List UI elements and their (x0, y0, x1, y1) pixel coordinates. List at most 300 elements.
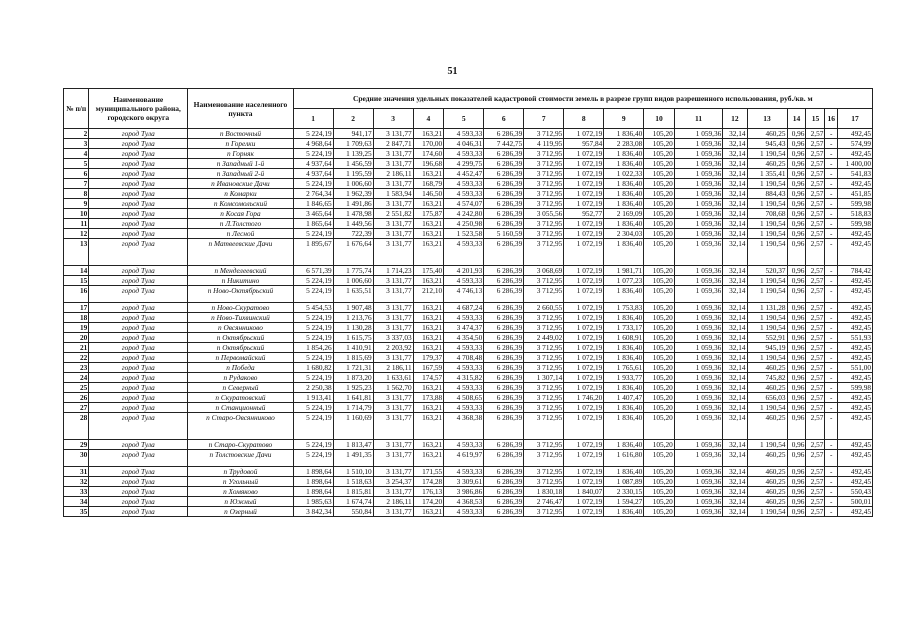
value-cell-group-11: 1 059,36 (674, 450, 722, 467)
value-cell-group-12: 32,14 (723, 189, 747, 199)
value-cell-group-5: 4 315,82 (444, 373, 484, 383)
value-cell-group-12: 32,14 (723, 413, 747, 440)
value-cell-group-15: 2,57 (806, 363, 825, 373)
value-cell-group-14: 0,96 (787, 239, 806, 266)
value-cell-group-1: 2 250,38 (293, 383, 333, 393)
district-cell: город Тула (89, 313, 188, 323)
value-cell-group-17: 492,45 (838, 149, 873, 159)
value-cell-group-16: - (825, 229, 838, 239)
value-cell-group-8: 1 072,19 (564, 286, 604, 303)
value-cell-group-16: - (825, 313, 838, 323)
settlement-cell: п Октябрьский (188, 343, 293, 353)
value-cell-group-7: 3 712,95 (524, 467, 564, 477)
table-row (64, 323, 873, 333)
value-cell-group-16: - (825, 286, 838, 303)
value-cell-group-10: 105,20 (644, 219, 675, 229)
value-cell-group-9: 1 981,71 (604, 266, 644, 276)
value-cell-group-13: 1 190,54 (747, 179, 787, 189)
value-cell-group-14: 0,96 (787, 219, 806, 229)
value-cell-group-14: 0,96 (787, 159, 806, 169)
value-cell-group-8: 1 072,19 (564, 239, 604, 266)
value-cell-group-9: 1 836,40 (604, 159, 644, 169)
value-cell-group-14: 0,96 (787, 169, 806, 179)
value-cell-group-9: 1 022,33 (604, 169, 644, 179)
header-settlement: Наименование населенного пункта (188, 89, 293, 129)
value-cell-group-11: 1 059,36 (674, 343, 722, 353)
value-cell-group-2: 1 006,60 (333, 276, 373, 286)
district-cell: город Тула (89, 286, 188, 303)
row-number: 11 (64, 219, 89, 229)
value-cell-group-5: 3 986,86 (444, 487, 484, 497)
value-cell-group-1: 5 224,19 (293, 276, 333, 286)
value-cell-group-4: 163,21 (413, 333, 444, 343)
value-cell-group-12: 32,14 (723, 477, 747, 487)
value-cell-group-2: 1 709,63 (333, 139, 373, 149)
district-cell: город Тула (89, 413, 188, 440)
table-row (64, 129, 873, 139)
value-cell-group-2: 1 907,48 (333, 303, 373, 313)
value-cell-group-1: 5 224,19 (293, 313, 333, 323)
value-cell-group-12: 32,14 (723, 497, 747, 507)
value-cell-group-4: 179,37 (413, 353, 444, 363)
value-cell-group-11: 1 059,36 (674, 179, 722, 189)
settlement-cell: п Первомайский (188, 353, 293, 363)
value-cell-group-15: 2,57 (806, 199, 825, 209)
header-group-13: 13 (747, 109, 787, 129)
value-cell-group-11: 1 059,36 (674, 373, 722, 383)
header-district: Наименование муниципального района, городского округа (89, 89, 188, 129)
row-number: 20 (64, 333, 89, 343)
value-cell-group-4: 146,50 (413, 189, 444, 199)
value-cell-group-2: 1 449,56 (333, 219, 373, 229)
value-cell-group-10: 105,20 (644, 467, 675, 477)
value-cell-group-8: 1 072,19 (564, 373, 604, 383)
value-cell-group-6: 6 286,39 (484, 333, 524, 343)
value-cell-group-17: 492,45 (838, 343, 873, 353)
table-row (64, 209, 873, 219)
value-cell-group-12: 32,14 (723, 139, 747, 149)
value-cell-group-6: 6 286,39 (484, 286, 524, 303)
value-cell-group-8: 1 072,19 (564, 440, 604, 450)
value-cell-group-14: 0,96 (787, 229, 806, 239)
district-cell: город Тула (89, 343, 188, 353)
value-cell-group-7: 3 712,95 (524, 199, 564, 209)
value-cell-group-14: 0,96 (787, 343, 806, 353)
settlement-cell: п Победа (188, 363, 293, 373)
value-cell-group-8: 1 072,19 (564, 129, 604, 139)
value-cell-group-6: 6 286,39 (484, 440, 524, 450)
value-cell-group-10: 105,20 (644, 229, 675, 239)
value-cell-group-15: 2,57 (806, 229, 825, 239)
value-cell-group-11: 1 059,36 (674, 393, 722, 403)
value-cell-group-6: 6 286,39 (484, 487, 524, 497)
value-cell-group-10: 105,20 (644, 373, 675, 383)
value-cell-group-14: 0,96 (787, 393, 806, 403)
district-cell: город Тула (89, 219, 188, 229)
value-cell-group-16: - (825, 209, 838, 219)
value-cell-group-1: 5 224,19 (293, 229, 333, 239)
value-cell-group-17: 1 400,00 (838, 159, 873, 169)
value-cell-group-12: 32,14 (723, 219, 747, 229)
value-cell-group-5: 4 593,33 (444, 149, 484, 159)
settlement-cell: п Станционный (188, 403, 293, 413)
value-cell-group-10: 105,20 (644, 440, 675, 450)
value-cell-group-15: 2,57 (806, 313, 825, 323)
value-cell-group-6: 6 286,39 (484, 169, 524, 179)
value-cell-group-4: 176,13 (413, 487, 444, 497)
row-number: 30 (64, 450, 89, 467)
value-cell-group-15: 2,57 (806, 487, 825, 497)
value-cell-group-2: 1 130,28 (333, 323, 373, 333)
value-cell-group-1: 4 937,64 (293, 169, 333, 179)
district-cell: город Тула (89, 353, 188, 363)
settlement-cell: п Толстовские Дачи (188, 450, 293, 467)
value-cell-group-16: - (825, 343, 838, 353)
value-cell-group-6: 5 160,59 (484, 229, 524, 239)
value-cell-group-2: 941,17 (333, 129, 373, 139)
value-cell-group-4: 175,40 (413, 266, 444, 276)
value-cell-group-1: 6 571,39 (293, 266, 333, 276)
value-cell-group-17: 492,45 (838, 440, 873, 450)
value-cell-group-13: 1 190,54 (747, 199, 787, 209)
value-cell-group-9: 1 616,80 (604, 450, 644, 467)
table-row (64, 199, 873, 209)
value-cell-group-12: 32,14 (723, 199, 747, 209)
value-cell-group-6: 6 286,39 (484, 413, 524, 440)
value-cell-group-10: 105,20 (644, 209, 675, 219)
value-cell-group-5: 1 523,58 (444, 229, 484, 239)
value-cell-group-16: - (825, 303, 838, 313)
value-cell-group-15: 2,57 (806, 286, 825, 303)
value-cell-group-3: 3 131,77 (373, 413, 413, 440)
value-cell-group-2: 550,84 (333, 507, 373, 517)
district-cell: город Тула (89, 383, 188, 393)
value-cell-group-5: 3 309,61 (444, 477, 484, 487)
value-cell-group-14: 0,96 (787, 149, 806, 159)
value-cell-group-9: 2 169,09 (604, 209, 644, 219)
value-cell-group-10: 105,20 (644, 303, 675, 313)
value-cell-group-17: 599,98 (838, 383, 873, 393)
value-cell-group-17: 518,83 (838, 209, 873, 219)
value-cell-group-6: 6 286,39 (484, 450, 524, 467)
value-cell-group-12: 32,14 (723, 373, 747, 383)
value-cell-group-1: 1 898,64 (293, 467, 333, 477)
value-cell-group-7: 4 119,95 (524, 139, 564, 149)
value-cell-group-1: 5 224,19 (293, 333, 333, 343)
value-cell-group-13: 460,25 (747, 413, 787, 440)
value-cell-group-3: 3 131,77 (373, 159, 413, 169)
value-cell-group-6: 6 286,39 (484, 159, 524, 169)
row-number: 7 (64, 179, 89, 189)
header-group-8: 8 (564, 109, 604, 129)
value-cell-group-6: 6 286,39 (484, 323, 524, 333)
value-cell-group-17: 500,01 (838, 497, 873, 507)
value-cell-group-8: 1 072,19 (564, 276, 604, 286)
value-cell-group-7: 3 712,95 (524, 219, 564, 229)
value-cell-group-13: 460,25 (747, 159, 787, 169)
value-cell-group-3: 3 131,77 (373, 286, 413, 303)
value-cell-group-16: - (825, 323, 838, 333)
value-cell-group-4: 163,21 (413, 413, 444, 440)
header-group-14: 14 (787, 109, 806, 129)
value-cell-group-14: 0,96 (787, 189, 806, 199)
value-cell-group-5: 4 452,47 (444, 169, 484, 179)
value-cell-group-9: 1 933,77 (604, 373, 644, 383)
value-cell-group-3: 3 131,77 (373, 507, 413, 517)
district-cell: город Тула (89, 179, 188, 189)
value-cell-group-11: 1 059,36 (674, 507, 722, 517)
value-cell-group-6: 6 286,39 (484, 343, 524, 353)
value-cell-group-7: 3 712,95 (524, 450, 564, 467)
value-cell-group-13: 708,68 (747, 209, 787, 219)
row-number: 31 (64, 467, 89, 477)
value-cell-group-8: 1 072,19 (564, 363, 604, 373)
row-number: 16 (64, 286, 89, 303)
value-cell-group-11: 1 059,36 (674, 169, 722, 179)
settlement-cell: п Ново-Октябрьский (188, 286, 293, 303)
value-cell-group-8: 1 072,19 (564, 467, 604, 477)
value-cell-group-13: 945,43 (747, 139, 787, 149)
value-cell-group-17: 492,45 (838, 353, 873, 363)
settlement-cell: п Озерный (188, 507, 293, 517)
value-cell-group-5: 4 593,33 (444, 179, 484, 189)
row-number: 34 (64, 497, 89, 507)
value-cell-group-3: 1 562,70 (373, 383, 413, 393)
district-cell: город Тула (89, 323, 188, 333)
value-cell-group-5: 4 299,75 (444, 159, 484, 169)
value-cell-group-17: 492,45 (838, 239, 873, 266)
value-cell-group-9: 1 836,40 (604, 413, 644, 440)
value-cell-group-5: 4 593,33 (444, 440, 484, 450)
value-cell-group-2: 1 006,60 (333, 179, 373, 189)
table-row (64, 139, 873, 149)
value-cell-group-15: 2,57 (806, 467, 825, 477)
district-cell: город Тула (89, 189, 188, 199)
value-cell-group-2: 1 615,75 (333, 333, 373, 343)
value-cell-group-1: 5 224,19 (293, 450, 333, 467)
value-cell-group-5: 4 593,33 (444, 313, 484, 323)
value-cell-group-16: - (825, 179, 838, 189)
value-cell-group-11: 1 059,36 (674, 353, 722, 363)
table-row (64, 393, 873, 403)
value-cell-group-2: 1 195,59 (333, 169, 373, 179)
value-cell-group-4: 196,68 (413, 159, 444, 169)
table-row (64, 149, 873, 159)
value-cell-group-13: 1 190,54 (747, 403, 787, 413)
header-group-3: 3 (373, 109, 413, 129)
district-cell: город Тула (89, 159, 188, 169)
value-cell-group-8: 1 072,19 (564, 179, 604, 189)
value-cell-group-5: 4 593,33 (444, 189, 484, 199)
settlement-cell: п Старо-Овсянниково (188, 413, 293, 440)
value-cell-group-3: 3 131,77 (373, 313, 413, 323)
value-cell-group-15: 2,57 (806, 239, 825, 266)
value-cell-group-3: 3 131,77 (373, 219, 413, 229)
district-cell: город Тула (89, 450, 188, 467)
value-cell-group-15: 2,57 (806, 219, 825, 229)
value-cell-group-14: 0,96 (787, 313, 806, 323)
row-number: 29 (64, 440, 89, 450)
value-cell-group-5: 4 508,65 (444, 393, 484, 403)
value-cell-group-16: - (825, 189, 838, 199)
value-cell-group-2: 1 714,79 (333, 403, 373, 413)
settlement-cell: п Матвеевские Дачи (188, 239, 293, 266)
district-cell: город Тула (89, 373, 188, 383)
header-group-5: 5 (444, 109, 484, 129)
value-cell-group-8: 1 072,19 (564, 403, 604, 413)
value-cell-group-5: 4 593,33 (444, 363, 484, 373)
value-cell-group-13: 1 190,54 (747, 323, 787, 333)
table-row (64, 507, 873, 517)
district-cell: город Тула (89, 169, 188, 179)
value-cell-group-12: 32,14 (723, 169, 747, 179)
header-group-6: 6 (484, 109, 524, 129)
value-cell-group-13: 1 190,54 (747, 353, 787, 363)
value-cell-group-5: 4 708,48 (444, 353, 484, 363)
value-cell-group-2: 1 478,98 (333, 209, 373, 219)
table-row (64, 159, 873, 169)
value-cell-group-2: 1 456,59 (333, 159, 373, 169)
settlement-cell: п Косая Гора (188, 209, 293, 219)
value-cell-group-15: 2,57 (806, 507, 825, 517)
header-values: Средние значения удельных показателей кадастровой стоимости земель в разрезе групп видов разрешенного использования, руб./кв. м (293, 89, 872, 109)
value-cell-group-5: 4 593,33 (444, 239, 484, 266)
value-cell-group-10: 105,20 (644, 403, 675, 413)
row-number: 3 (64, 139, 89, 149)
value-cell-group-12: 32,14 (723, 353, 747, 363)
value-cell-group-9: 1 836,40 (604, 286, 644, 303)
value-cell-group-5: 4 746,13 (444, 286, 484, 303)
value-cell-group-14: 0,96 (787, 323, 806, 333)
value-cell-group-17: 492,45 (838, 276, 873, 286)
value-cell-group-15: 2,57 (806, 373, 825, 383)
value-cell-group-16: - (825, 467, 838, 477)
value-cell-group-11: 1 059,36 (674, 199, 722, 209)
value-cell-group-5: 4 593,33 (444, 383, 484, 393)
value-cell-group-5: 4 574,07 (444, 199, 484, 209)
value-cell-group-3: 3 131,77 (373, 450, 413, 467)
value-cell-group-10: 105,20 (644, 286, 675, 303)
value-cell-group-11: 1 059,36 (674, 239, 722, 266)
value-cell-group-9: 1 087,89 (604, 477, 644, 487)
value-cell-group-17: 492,45 (838, 313, 873, 323)
district-cell: город Тула (89, 239, 188, 266)
value-cell-group-7: 3 712,95 (524, 159, 564, 169)
value-cell-group-5: 4 593,33 (444, 467, 484, 477)
value-cell-group-7: 3 712,95 (524, 403, 564, 413)
settlement-cell: п Западный 1-й (188, 159, 293, 169)
value-cell-group-17: 492,45 (838, 303, 873, 313)
value-cell-group-10: 105,20 (644, 333, 675, 343)
value-cell-group-14: 0,96 (787, 413, 806, 440)
value-cell-group-2: 1 676,64 (333, 239, 373, 266)
value-cell-group-4: 163,21 (413, 129, 444, 139)
value-cell-group-8: 1 072,19 (564, 219, 604, 229)
value-cell-group-17: 492,45 (838, 403, 873, 413)
value-cell-group-15: 2,57 (806, 276, 825, 286)
settlement-cell: п Комсомольский (188, 199, 293, 209)
table-row (64, 239, 873, 266)
value-cell-group-2: 1 813,47 (333, 440, 373, 450)
value-cell-group-7: 3 712,95 (524, 507, 564, 517)
value-cell-group-13: 460,25 (747, 477, 787, 487)
value-cell-group-3: 1 583,94 (373, 189, 413, 199)
district-cell: город Тула (89, 487, 188, 497)
value-cell-group-4: 163,21 (413, 323, 444, 333)
value-cell-group-1: 1 913,41 (293, 393, 333, 403)
value-cell-group-13: 1 190,54 (747, 276, 787, 286)
value-cell-group-8: 1 072,19 (564, 229, 604, 239)
value-cell-group-3: 3 131,77 (373, 440, 413, 450)
value-cell-group-13: 460,25 (747, 467, 787, 477)
value-cell-group-12: 32,14 (723, 266, 747, 276)
value-cell-group-7: 2 449,02 (524, 333, 564, 343)
value-cell-group-8: 957,84 (564, 139, 604, 149)
value-cell-group-4: 163,21 (413, 199, 444, 209)
value-cell-group-14: 0,96 (787, 363, 806, 373)
row-number: 21 (64, 343, 89, 353)
table-row (64, 440, 873, 450)
row-number: 35 (64, 507, 89, 517)
value-cell-group-7: 3 712,95 (524, 189, 564, 199)
table-row (64, 219, 873, 229)
value-cell-group-16: - (825, 497, 838, 507)
value-cell-group-9: 1 836,40 (604, 343, 644, 353)
value-cell-group-3: 3 131,77 (373, 393, 413, 403)
value-cell-group-2: 1 962,39 (333, 189, 373, 199)
value-cell-group-7: 3 712,95 (524, 239, 564, 266)
settlement-cell: п Старо-Скуратово (188, 440, 293, 450)
value-cell-group-1: 5 224,19 (293, 403, 333, 413)
value-cell-group-6: 6 286,39 (484, 497, 524, 507)
value-cell-group-9: 1 594,27 (604, 497, 644, 507)
settlement-cell: п Менделеевский (188, 266, 293, 276)
value-cell-group-9: 1 836,40 (604, 199, 644, 209)
value-cell-group-6: 6 286,39 (484, 403, 524, 413)
value-cell-group-8: 1 072,19 (564, 497, 604, 507)
value-cell-group-12: 32,14 (723, 276, 747, 286)
value-cell-group-10: 105,20 (644, 139, 675, 149)
row-number: 4 (64, 149, 89, 159)
value-cell-group-10: 105,20 (644, 239, 675, 266)
settlement-cell: п Лесной (188, 229, 293, 239)
value-cell-group-14: 0,96 (787, 209, 806, 219)
value-cell-group-13: 945,19 (747, 343, 787, 353)
value-cell-group-16: - (825, 219, 838, 229)
value-cell-group-15: 2,57 (806, 139, 825, 149)
value-cell-group-4: 163,21 (413, 219, 444, 229)
value-cell-group-2: 1 491,86 (333, 199, 373, 209)
settlement-cell: п Комарки (188, 189, 293, 199)
settlement-cell: п Ново-Скуратово (188, 303, 293, 313)
value-cell-group-15: 2,57 (806, 169, 825, 179)
value-cell-group-10: 105,20 (644, 450, 675, 467)
value-cell-group-14: 0,96 (787, 467, 806, 477)
value-cell-group-1: 1 895,67 (293, 239, 333, 266)
value-cell-group-4: 174,20 (413, 497, 444, 507)
row-number: 9 (64, 199, 89, 209)
value-cell-group-4: 163,21 (413, 229, 444, 239)
value-cell-group-17: 492,45 (838, 129, 873, 139)
value-cell-group-9: 1 765,61 (604, 363, 644, 373)
value-cell-group-15: 2,57 (806, 383, 825, 393)
table-row (64, 413, 873, 440)
value-cell-group-15: 2,57 (806, 303, 825, 313)
value-cell-group-9: 1 836,40 (604, 129, 644, 139)
row-number: 6 (64, 169, 89, 179)
value-cell-group-10: 105,20 (644, 393, 675, 403)
settlement-cell: п Ивановские Дачи (188, 179, 293, 189)
